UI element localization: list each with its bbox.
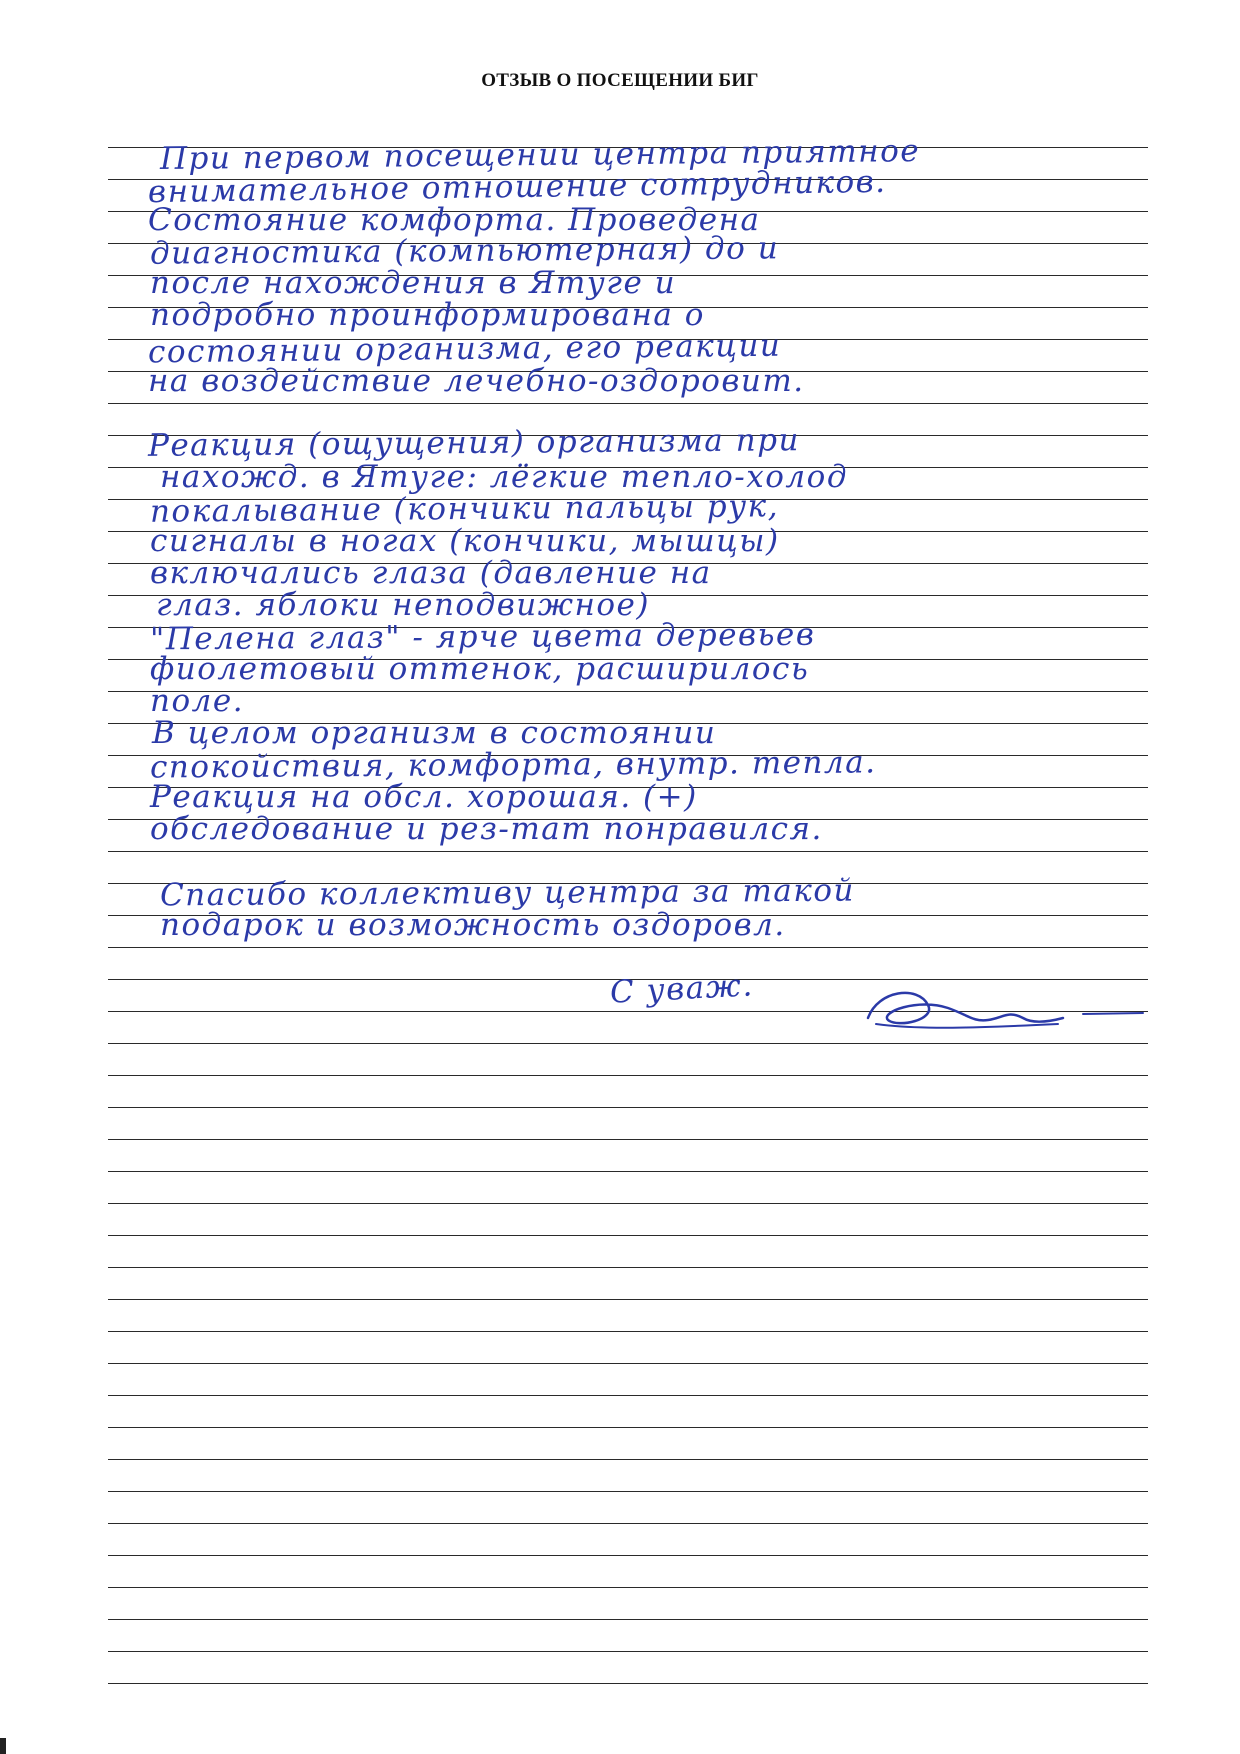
handwritten-line: фиолетовый оттенок, расширилось bbox=[150, 651, 810, 687]
rule-line bbox=[108, 1235, 1148, 1236]
signature-scribble bbox=[858, 980, 1148, 1040]
page-title: ОТЗЫВ О ПОСЕЩЕНИИ БИГ bbox=[481, 70, 759, 91]
handwritten-line: Состояние комфорта. Проведена bbox=[148, 202, 761, 238]
rule-line bbox=[108, 1107, 1148, 1108]
handwritten-line: диагностика (компьютерная) до и bbox=[149, 230, 780, 272]
rule-line bbox=[108, 1267, 1148, 1268]
rule-line bbox=[108, 1139, 1148, 1140]
rule-line bbox=[108, 1363, 1148, 1364]
handwritten-line: При первом посещении центра приятное bbox=[159, 133, 921, 177]
rule-line bbox=[108, 1651, 1148, 1652]
handwritten-line: спокойствия, комфорта, внутр. тепла. bbox=[149, 744, 877, 786]
rule-line bbox=[108, 1331, 1148, 1332]
handwritten-line: Спасибо коллективу центра за такой bbox=[159, 872, 856, 914]
rule-line bbox=[108, 1299, 1148, 1300]
rule-line bbox=[108, 1043, 1148, 1044]
rule-line bbox=[108, 403, 1148, 404]
rule-line bbox=[108, 1555, 1148, 1556]
handwritten-line: после нахождения в Ятуге и bbox=[150, 265, 677, 301]
rule-line bbox=[108, 1203, 1148, 1204]
rule-line bbox=[108, 1395, 1148, 1396]
rule-line bbox=[108, 947, 1148, 948]
rule-line bbox=[108, 1587, 1148, 1588]
handwritten-line: С уваж. bbox=[609, 967, 755, 1011]
handwritten-line: В целом организм в состоянии bbox=[152, 715, 717, 751]
handwritten-line: подарок и возможность оздоровл. bbox=[160, 907, 786, 943]
handwritten-line: подробно проинформирована о bbox=[150, 297, 705, 333]
handwritten-line: нахожд. в Ятуге: лёгкие тепло-холод bbox=[160, 459, 848, 495]
rule-line bbox=[108, 1619, 1148, 1620]
handwritten-line: Реакция на обсл. хорошая. (+) bbox=[150, 779, 698, 815]
scan-edge-mark bbox=[0, 1738, 6, 1754]
handwritten-line: обследование и рез-тат понравился. bbox=[150, 811, 823, 847]
rule-line bbox=[108, 1459, 1148, 1460]
handwritten-line: поле. bbox=[150, 683, 245, 719]
handwritten-line: внимательное отношение сотрудников. bbox=[147, 163, 887, 211]
handwritten-line: "Пелена глаз" - ярче цвета деревьев bbox=[149, 616, 816, 658]
handwritten-line: покалывание (кончики пальцы рук, bbox=[149, 488, 780, 530]
rule-line bbox=[108, 851, 1148, 852]
rule-line bbox=[108, 1427, 1148, 1428]
handwritten-line: Реакция (ощущения) организма при bbox=[147, 422, 801, 464]
handwritten-line: включались глаза (давление на bbox=[150, 555, 712, 591]
rule-line bbox=[108, 691, 1148, 692]
rule-line bbox=[108, 1683, 1148, 1684]
rule-line bbox=[108, 1075, 1148, 1076]
handwritten-line: состоянии организма, его реакции bbox=[147, 327, 782, 371]
handwritten-line: сигналы в ногах (кончики, мышцы) bbox=[150, 523, 780, 559]
rule-line bbox=[108, 1491, 1148, 1492]
handwritten-line: глаз. яблоки неподвижное) bbox=[156, 587, 650, 623]
handwritten-line: на воздействие лечебно-оздоровит. bbox=[148, 363, 805, 399]
rule-line bbox=[108, 1171, 1148, 1172]
rule-line bbox=[108, 1523, 1148, 1524]
